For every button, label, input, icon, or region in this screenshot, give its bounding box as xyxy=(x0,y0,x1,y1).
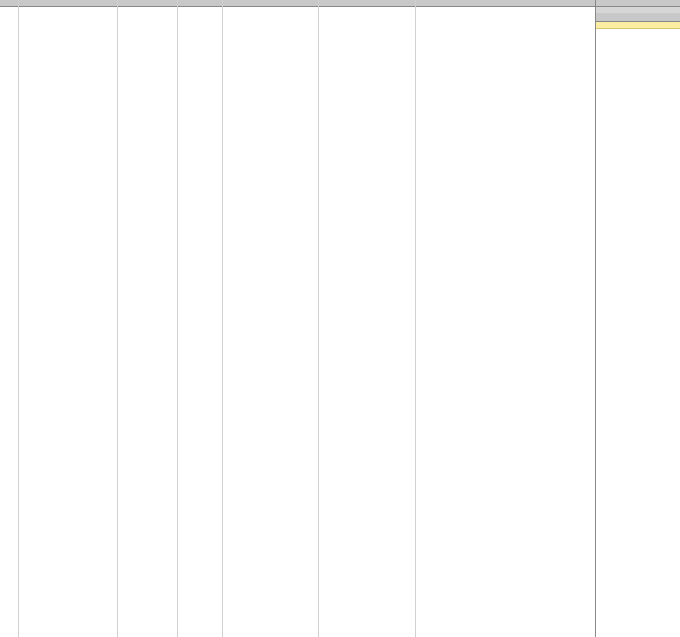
grid-line xyxy=(595,0,596,637)
stats-panel xyxy=(596,7,680,29)
grid-line xyxy=(18,0,19,637)
header-state[interactable] xyxy=(177,0,222,7)
grid-line xyxy=(117,0,118,637)
grid-line xyxy=(222,0,223,637)
used-list-gap[interactable] xyxy=(596,22,680,29)
header-previous-owners[interactable] xyxy=(222,0,595,7)
header-date[interactable] xyxy=(117,0,177,7)
header-stats[interactable] xyxy=(596,0,680,7)
stats-total-row[interactable] xyxy=(596,7,680,14)
header-ltd[interactable] xyxy=(0,0,18,7)
grid-line xyxy=(177,0,178,637)
grid-line xyxy=(415,0,416,637)
grid-line xyxy=(318,0,319,637)
header-owner[interactable] xyxy=(18,0,117,7)
used-unknown-header[interactable] xyxy=(596,14,680,22)
